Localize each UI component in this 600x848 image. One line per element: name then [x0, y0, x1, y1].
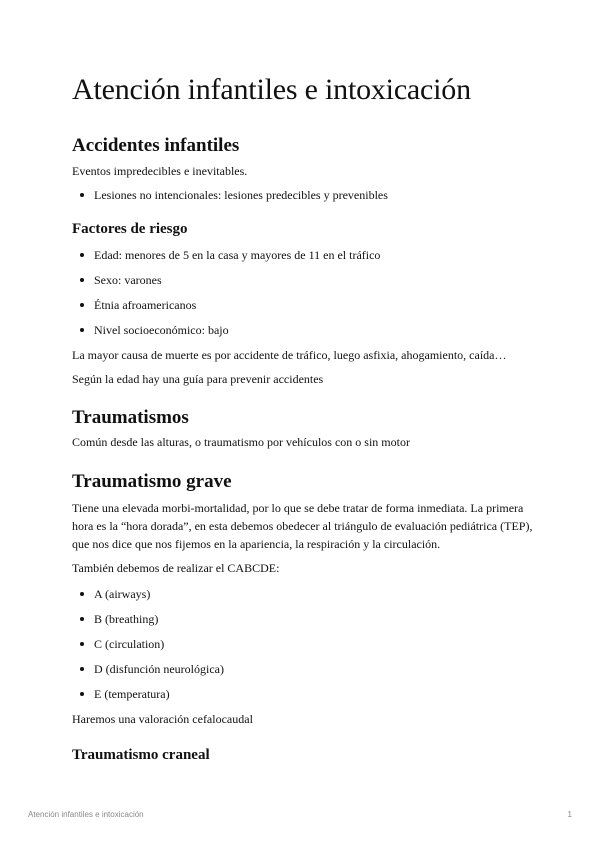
list-item: Étnia afroamericanos — [72, 296, 534, 321]
list-item: Lesiones no intencionales: lesiones predecibles y prevenibles — [72, 186, 534, 211]
accidentes-list — [72, 186, 534, 211]
heading-factores: Factores de riesgo — [72, 221, 188, 237]
list-item: D (disfunción neurológica) — [72, 660, 534, 685]
list-item: Nivel socioeconómico: bajo — [72, 321, 534, 346]
list-item: Edad: menores de 5 en la casa y mayores de 11 en el tráfico — [72, 246, 534, 271]
heading-traumatismos: Traumatismos — [72, 407, 189, 428]
list-item: E (temperatura) — [72, 685, 534, 710]
footer-title: Atención infantiles e intoxicación — [28, 810, 144, 819]
factores-paragraph-2: Según la edad hay una guía para prevenir accidentes — [72, 372, 324, 386]
list-item: B (breathing) — [72, 610, 534, 635]
grave-paragraph-1: Tiene una elevada morbi-mortalidad, por lo que se debe tratar de forma inmediata. La primera hora es la “hora dorada”, en esta debemos obedecer al triángulo de evaluación pediátrica (TEP), que nos dice que nos fijemos en la apariencia, la respiración y la circulación. — [72, 501, 533, 551]
list-item: C (circulation) — [72, 635, 534, 660]
list-item: A (airways) — [72, 585, 534, 610]
factores-list — [72, 246, 534, 346]
page-title: Atención infantiles e intoxicación — [72, 73, 471, 106]
heading-accidentes: Accidentes infantiles — [72, 135, 240, 156]
accidentes-intro: Eventos impredecibles e inevitables. — [72, 164, 248, 178]
cabcde-list — [72, 585, 534, 710]
traumatismos-text: Común desde las alturas, o traumatismo por vehículos con o sin motor — [72, 435, 410, 449]
grave-paragraph-3: Haremos una valoración cefalocaudal — [72, 712, 253, 726]
page-number: 1 — [567, 810, 572, 819]
list-item: Sexo: varones — [72, 271, 534, 296]
heading-traumatismo-grave: Traumatismo grave — [72, 471, 232, 492]
factores-paragraph-1: La mayor causa de muerte es por accidente de tráfico, luego asfixia, ahogamiento, caída… — [72, 348, 507, 362]
grave-paragraph-2: También debemos de realizar el CABCDE: — [72, 561, 280, 575]
heading-traumatismo-craneal: Traumatismo craneal — [72, 747, 210, 763]
